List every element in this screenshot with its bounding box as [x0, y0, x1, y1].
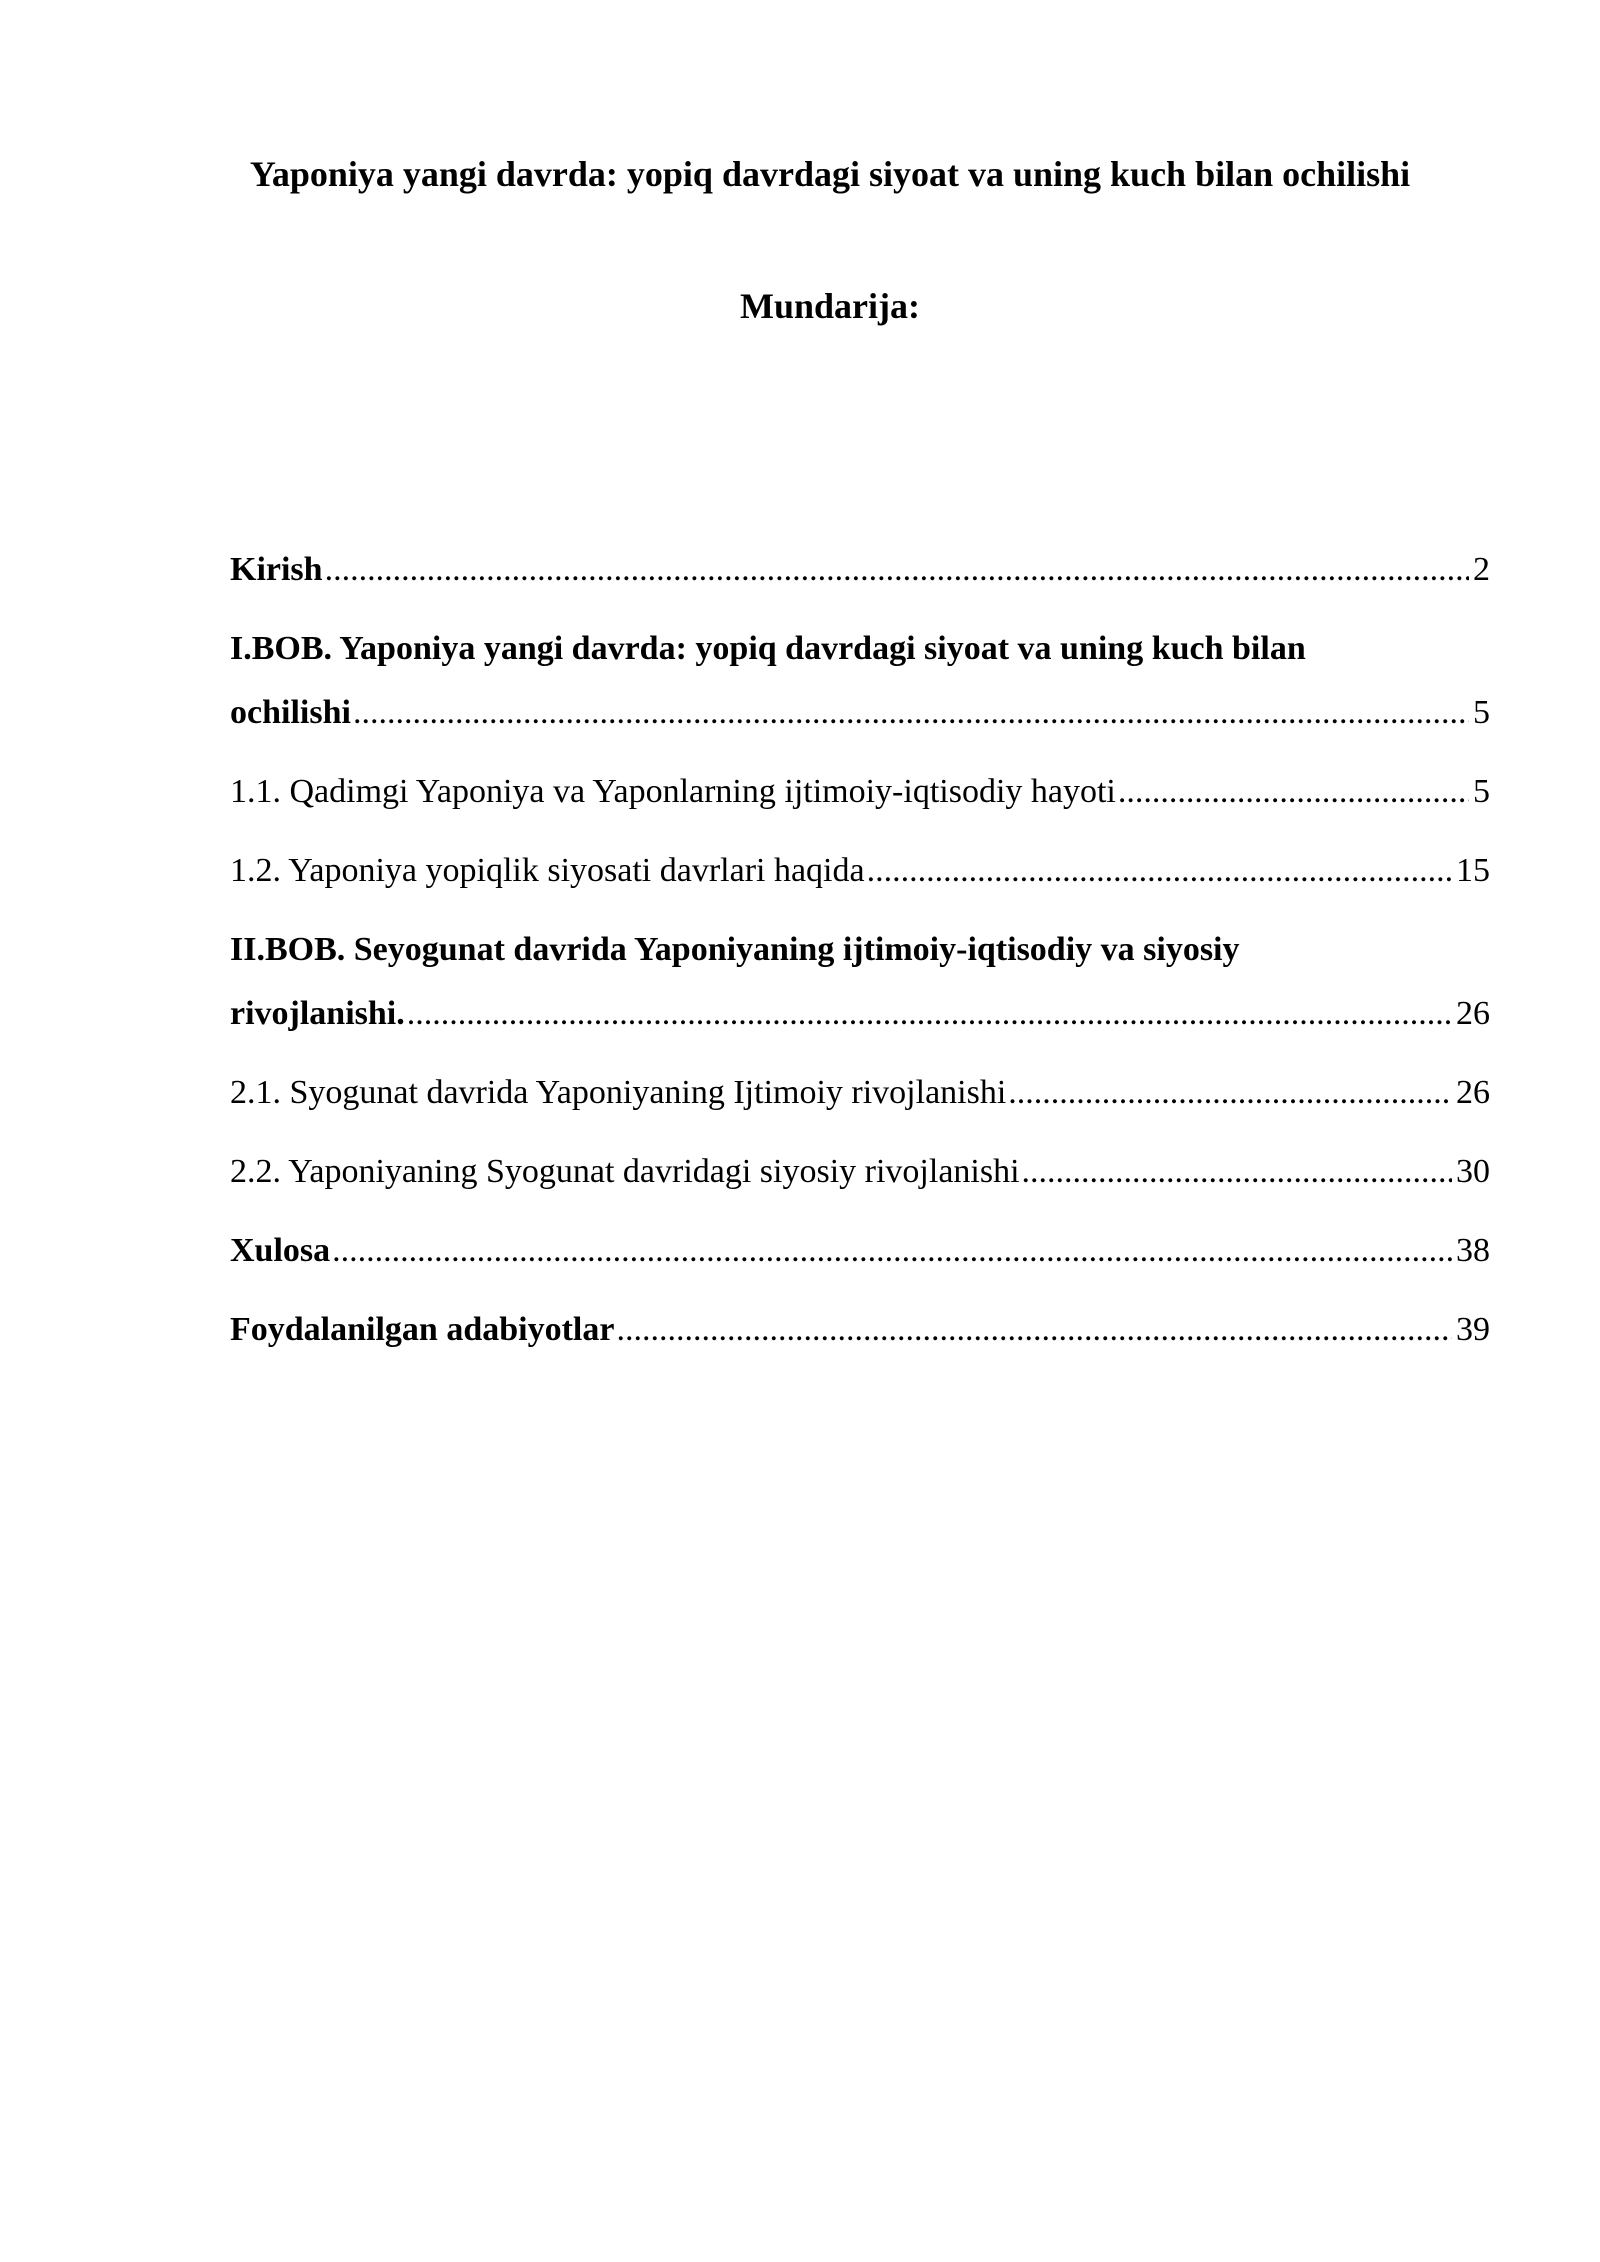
toc-entry-label: Kirish: [230, 551, 323, 588]
dot-leader: [332, 1219, 1452, 1283]
toc-page-number: 38: [1456, 1232, 1490, 1269]
toc-page-number: 15: [1456, 852, 1490, 889]
table-of-contents: [230, 538, 1490, 1377]
dot-leader: [407, 982, 1452, 1046]
dot-leader: [1008, 1061, 1452, 1125]
toc-heading: Mundarija:: [740, 286, 920, 326]
toc-entry-label-line2: rivojlanishi.: [230, 995, 405, 1032]
toc-page-number: 30: [1456, 1153, 1490, 1190]
toc-entry-label-line1: I.BOB. Yaponiya yangi davrda: yopiq davrdagi siyoat va uning kuch bilan: [230, 630, 1306, 667]
dot-leader: [1118, 760, 1469, 824]
toc-entry-label: 2.2. Yaponiyaning Syogunat davridagi siyosiy rivojlanishi: [230, 1153, 1020, 1190]
toc-entry-label-line2: ochilishi: [230, 694, 351, 731]
toc-entry-chapter-1[interactable]: [230, 617, 1490, 745]
toc-page-number: 5: [1473, 694, 1490, 731]
toc-entry-label: 1.2. Yaponiya yopiqlik siyosati davrlari haqida: [230, 852, 865, 889]
dot-leader: [1022, 1140, 1452, 1204]
dot-leader: [616, 1298, 1452, 1362]
toc-entry-chapter-2[interactable]: [230, 918, 1490, 1046]
toc-entry-xulosa[interactable]: [230, 1219, 1490, 1283]
toc-page-number: 39: [1456, 1311, 1490, 1348]
document-title: Yaponiya yangi davrda: yopiq davrdagi siyoat va uning kuch bilan ochilishi: [249, 154, 1411, 194]
toc-entry-kirish[interactable]: [230, 538, 1490, 602]
toc-entry-label: 2.1. Syogunat davrida Yaponiyaning Ijtimoiy rivojlanishi: [230, 1074, 1007, 1111]
toc-entry-section-1-2[interactable]: [230, 839, 1490, 903]
toc-entry-section-2-2[interactable]: [230, 1140, 1490, 1204]
toc-entry-section-1-1[interactable]: [230, 760, 1490, 824]
toc-page-number: 2: [1473, 551, 1490, 588]
toc-entry-label-line1: II.BOB. Seyogunat davrida Yaponiyaning ijtimoiy-iqtisodiy va siyosiy: [230, 931, 1240, 968]
toc-entry-references[interactable]: [230, 1298, 1490, 1362]
toc-entry-label: Xulosa: [230, 1232, 331, 1269]
toc-entry-section-2-1[interactable]: [230, 1061, 1490, 1125]
toc-entry-label: 1.1. Qadimgi Yaponiya va Yaponlarning ijtimoiy-iqtisodiy hayoti: [230, 773, 1116, 810]
dot-leader: [867, 839, 1452, 903]
toc-page-number: 5: [1473, 773, 1490, 810]
toc-page-number: 26: [1456, 1074, 1490, 1111]
dot-leader: [325, 538, 1469, 602]
toc-entry-label: Foydalanilgan adabiyotlar: [230, 1311, 615, 1348]
toc-page-number: 26: [1456, 995, 1490, 1032]
dot-leader: [353, 681, 1469, 745]
